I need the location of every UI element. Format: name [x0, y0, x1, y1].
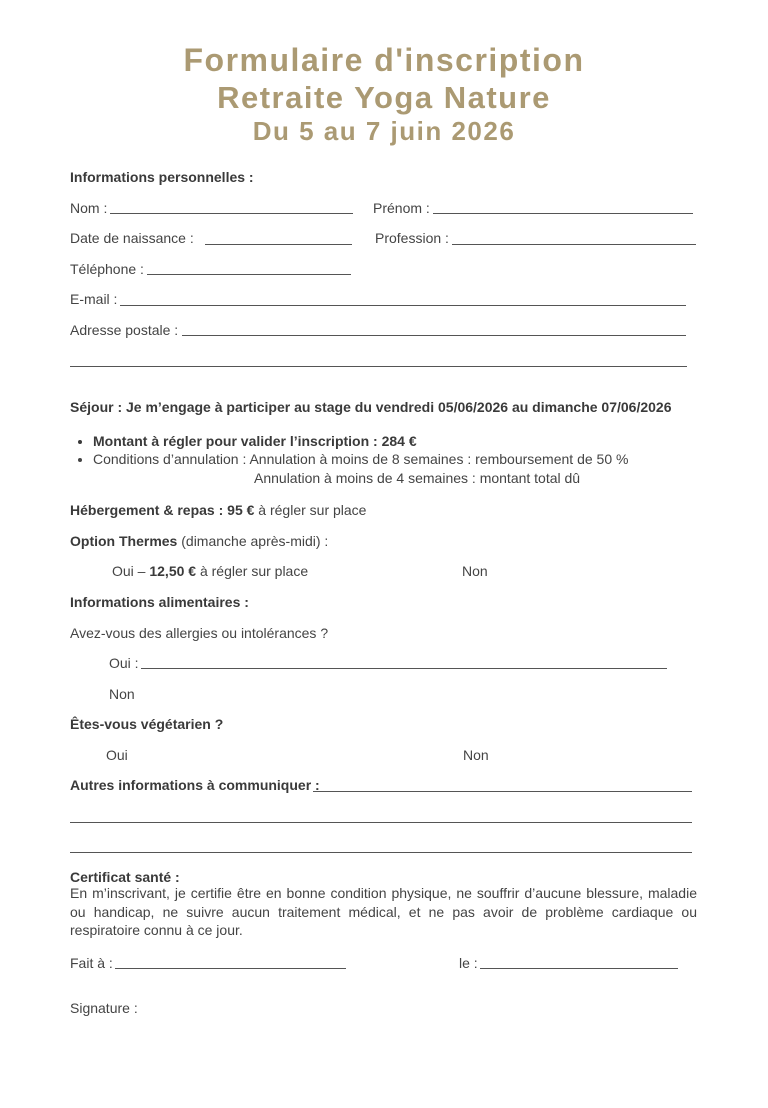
phone-field[interactable] — [147, 274, 351, 275]
birth-date-field[interactable] — [205, 244, 352, 245]
thermes-non-option[interactable]: Non — [462, 563, 488, 579]
email-field[interactable] — [120, 305, 686, 306]
accommodation-line — [70, 502, 366, 518]
personal-info-heading: Informations personnelles : — [70, 169, 254, 185]
sejour-list — [76, 432, 628, 468]
allergy-details-field[interactable] — [141, 668, 667, 669]
place-label: Fait à : — [70, 955, 113, 971]
nom-field[interactable] — [110, 213, 353, 214]
profession-field[interactable] — [452, 244, 696, 245]
cancellation-line1: Conditions d’annulation : Annulation à moins de 8 semaines : remboursement de 50 % — [93, 451, 629, 467]
other-info-field-line2[interactable] — [70, 822, 692, 823]
date-label: le : — [459, 955, 478, 971]
prenom-field[interactable] — [433, 213, 693, 214]
vegetarian-oui-option[interactable]: Oui — [106, 747, 128, 763]
other-info-label: Autres informations à communiquer : — [70, 777, 320, 793]
address-field-line2[interactable] — [70, 366, 687, 367]
cancellation-line2: Annulation à moins de 4 semaines : montant total dû — [254, 470, 581, 486]
signature-area[interactable] — [150, 995, 450, 1035]
accommodation-label: Hébergement & repas : 95 € — [70, 502, 255, 518]
allergy-non-option[interactable]: Non — [109, 686, 135, 702]
profession-label: Profession : — [375, 230, 449, 246]
place-field[interactable] — [115, 968, 346, 969]
form-dates: Du 5 au 7 juin 2026 — [252, 116, 516, 146]
address-field[interactable] — [182, 335, 686, 336]
address-label: Adresse postale : — [70, 322, 179, 338]
health-certificate-text: En m’inscrivant, je certifie être en bonne condition physique, ne souffrir d’aucune blessure, maladie ou handicap, ne suivre aucun traitement médical, et ne pas avoir de problème cardiaque ou respiratoire connu à ce jour. — [70, 885, 697, 938]
prenom-label: Prénom : — [373, 200, 430, 216]
amount-item: • Montant à régler pour valider l’inscription : 284 € — [93, 432, 628, 450]
allergy-oui-option[interactable]: Oui : — [109, 655, 139, 671]
date-field[interactable] — [480, 968, 678, 969]
vegetarian-question: Êtes-vous végétarien ? — [70, 716, 224, 732]
cancellation-item — [93, 450, 628, 468]
form-subtitle: Retraite Yoga Nature — [217, 80, 551, 115]
email-label: E-mail : — [70, 291, 118, 307]
birth-date-label: Date de naissance : — [70, 230, 194, 246]
sejour-heading: Séjour : Je m’engage à participer au stage du vendredi 05/06/2026 au dimanche 07/06/2026 — [70, 399, 672, 415]
thermes-price: 12,50 € — [149, 563, 197, 579]
allergy-question: Avez-vous des allergies ou intolérances ? — [70, 625, 329, 641]
phone-label: Téléphone : — [70, 261, 144, 277]
health-certificate-heading: Certificat santé : — [70, 869, 180, 885]
form-title: Formulaire d'inscription — [183, 42, 585, 78]
thermes-oui-rest: à régler sur place — [199, 563, 309, 579]
thermes-oui-prefix: Oui – — [112, 563, 146, 579]
vegetarian-non-option[interactable]: Non — [463, 747, 489, 763]
thermes-oui-option[interactable] — [112, 563, 308, 579]
signature-label: Signature : — [70, 1000, 138, 1016]
nom-label: Nom : — [70, 200, 108, 216]
thermes-rest: (dimanche après-midi) : — [181, 533, 329, 549]
accommodation-rest: à régler sur place — [258, 502, 367, 518]
thermes-label: Option Thermes — [70, 533, 178, 549]
other-info-field[interactable] — [313, 791, 692, 792]
diet-heading: Informations alimentaires : — [70, 594, 249, 610]
other-info-field-line3[interactable] — [70, 852, 692, 853]
thermes-line — [70, 533, 328, 549]
